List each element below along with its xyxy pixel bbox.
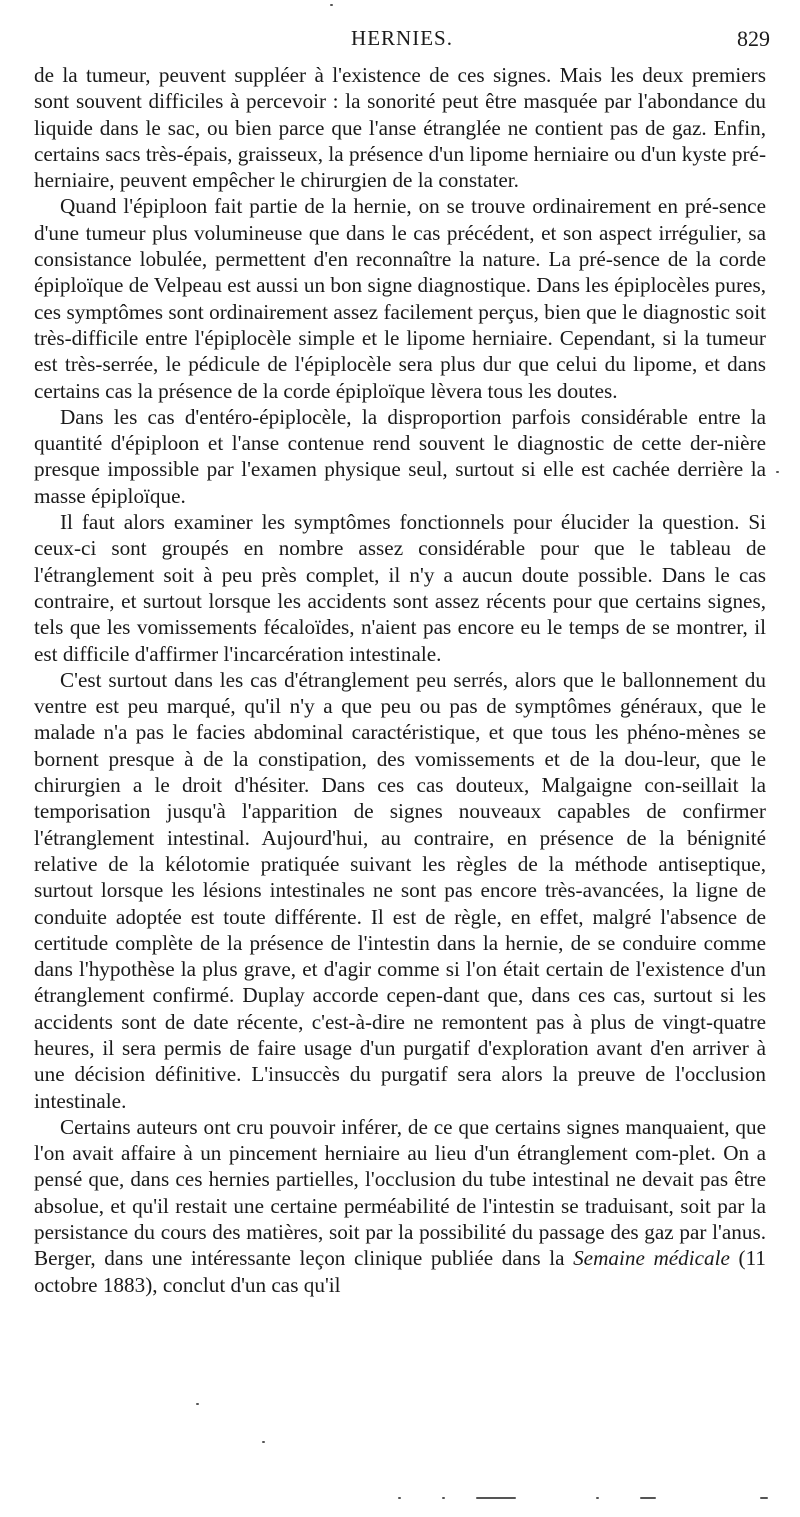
paragraph-text-before-italic: Certains auteurs ont cru pouvoir inférer, de ce que certains signes manquaient, que l'on avait affaire à un pincement herniaire au lieu d'un étranglement com-plet. On a pensé que, dans ces hernies partielles, l'occlusion du tube intestinal ne devait pas être absolue, et qu'il restait une certaine perméabilité de l'intestin se traduisant, soit par la persistance du cours des matières, soit par la possibilité du passage des gaz par l'anus. Berger, dans une intéressante leçon clinique publiée dans la [34,1114,766,1271]
paragraph: Dans les cas d'entéro-épiplocèle, la disproportion parfois considérable entre la quantité d'épiploon et l'anse contenue rend souvent le diagnostic de cette der-nière presque impossible par l'examen physique seul, surtout si elle est cachée derrière la masse épiploïque. [34,404,766,508]
scan-speck [330,4,333,6]
paragraph: Il faut alors examiner les symptômes fonctionnels pour élucider la question. Si ceux-ci sont groupés en nombre assez considérable pour que le tableau de l'étranglement soit à peu près complet, il n'y a aucun doute possible. Dans le cas contraire, et surtout lorsque les accidents sont assez récents pour que certains signes, tels que les vomissements fécaloïdes, n'aient pas encore eu le temps de se montrer, il est difficile d'affirmer l'incarcération intestinale. [34,510,766,666]
paragraph-text-after-italic: (11 octobre 1883), conclut d'un cas qu'il [34,1246,766,1297]
paragraph: Quand l'épiploon fait partie de la hernie, on se trouve ordinairement en pré-sence d'une tumeur plus volumineuse que dans le cas précédent, et son aspect irrégulier, sa consistance lobulée, permettent d'en reconnaître la nature. La pré-sence de la corde épiploïque de Velpeau est aussi un bon signe diagnostique. Dans les épiplocèles pures, ces symptômes sont ordinairement assez facilement perçus, bien que le diagnostic soit très-difficile entre l'épiplocèle simple et le lipome herniaire. Cependant, si la tumeur est très-serrée, le pédicule de l'épiplocèle sera plus dur que celui du lipome, et dans certains cas la présence de la corde épiploïque lèvera tous les doutes. [34,194,766,403]
scan-speck [196,1403,199,1405]
paragraph: C'est surtout dans les cas d'étranglement peu serrés, alors que le ballonnement du ventre est peu marqué, qu'il n'y a que peu ou pas de symptômes généraux, que le malade n'a pas le facies abdominal caractéristique, et que tous les phéno-mènes se bornent presque à de la constipation, des vomissements et de la dou-leur, que le chirurgien a le droit d'hésiter. Dans ces cas douteux, Malgaigne con-seillait la temporisation jusqu'à l'apparition de signes nouveaux capables de confirmer l'étranglement intestinal. Aujourd'hui, au contraire, en présence de la bénignité relative de la kélotomie pratiquée suivant les règles de la méthode antiseptique, surtout lorsque les lésions intestinales ne sont pas encore très-avancées, la ligne de conduite adoptée est toute différente. Il est de règle, en effet, malgré l'absence de certitude complète de la présence de l'intestin dans la hernie, de se conduire comme dans l'hypothèse la plus grave, et d'agir comme si l'on était certain de l'existence d'un étranglement confirmé. Duplay accorde cepen-dant que, dans ces cas, surtout si les accidents sont de date récente, c'est-à-dire ne remontent pas à plus de vingt-quatre heures, il sera permis de faire usage d'un purgatif d'exploration avant d'en arriver à une décision définitive. L'insuccès du purgatif sera alors la preuve de l'occlusion intestinale. [34,667,766,1113]
paragraph-last [34,1114,766,1298]
scan-speck [776,471,779,473]
scan-bottom-marks [390,1497,770,1501]
running-title: HERNIES. [351,26,453,50]
journal-title-italic: Semaine médicale [573,1246,730,1271]
scan-speck [262,1441,265,1443]
running-head [34,26,770,56]
body-text [34,62,766,1298]
paragraph-continued: de la tumeur, peuvent suppléer à l'existence de ces signes. Mais les deux premiers sont souvent difficiles à percevoir : la sonorité peut être masquée par l'abondance du liquide dans le sac, ou bien parce que l'anse étranglée ne contient pas de gaz. Enfin, certains sacs très-épais, graisseux, la présence d'un lipome herniaire ou d'un kyste pré-herniaire, peuvent empêcher le chirurgien de la constater. [34,63,766,193]
page-number: 829 [737,26,770,51]
